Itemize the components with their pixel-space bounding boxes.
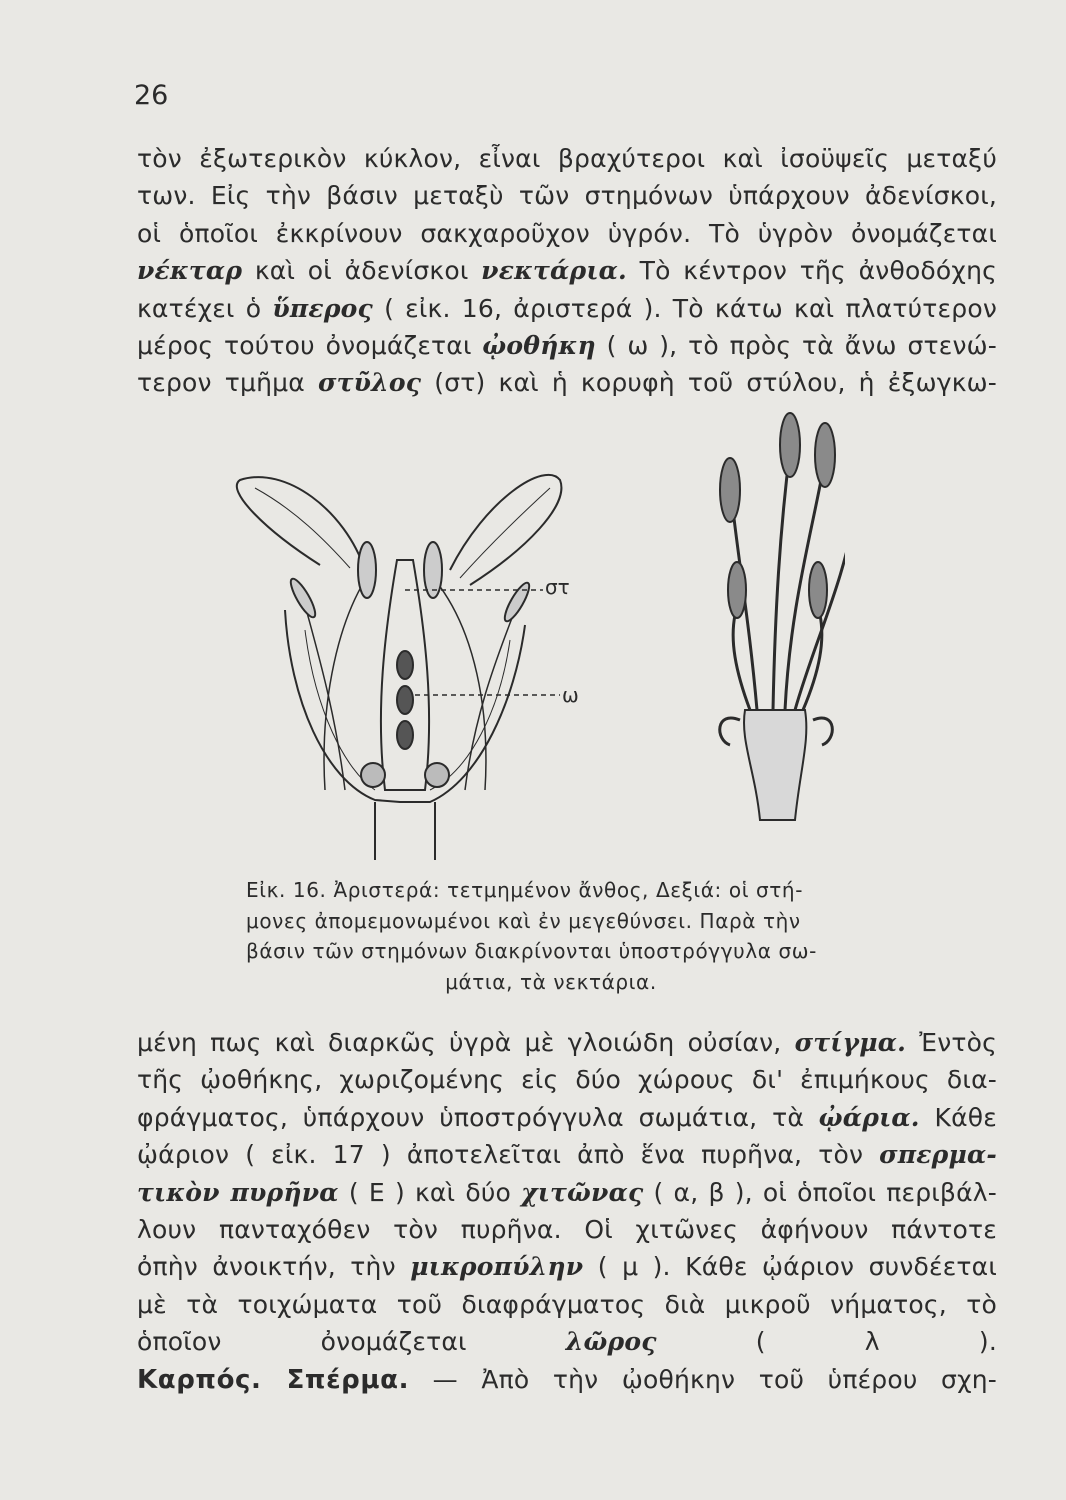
text-run: καὶ οἱ ἀδενίσκοι (242, 256, 482, 286)
label-ovary: ω (562, 683, 579, 707)
bold-term: λῶρος (565, 1327, 657, 1357)
text-run: τερον τμῆμα (137, 368, 318, 398)
text-run: τὸν ἐξωτερικὸν κύκλον, εἶναι βραχύτεροι καὶ ἰσοϋψεῖς μεταξύ (137, 144, 997, 173)
caption-line: μονες ἀπομεμονωμένοι καὶ ἐν μεγεθύνσει. Παρὰ τὴν (246, 908, 801, 933)
text-run: ὀπὴν ἀνοικτήν, τὴν (137, 1252, 411, 1282)
paragraph-bottom (137, 1024, 997, 1399)
text-run: μένη πως καὶ διαρκῶς ὑγρὰ μὲ γλοιώδη οὐσίαν, (137, 1028, 795, 1057)
text-run: Κάθε (919, 1102, 997, 1132)
left-petal (237, 477, 365, 570)
page-number: 26 (134, 80, 169, 111)
stamen-group (744, 710, 806, 820)
text-run: (στ) καὶ ἡ κορυφὴ τοῦ στύλου, ἡ ἐξωγκω- (421, 368, 997, 398)
figure-caption (246, 875, 886, 997)
bold-term: μικροπύλην (410, 1252, 584, 1282)
section-heading: Καρπός. Σπέρμα. (137, 1364, 410, 1395)
text-run: ( λ ). (656, 1327, 997, 1357)
text-line (137, 1061, 997, 1098)
bold-term: στῦλος (317, 368, 422, 398)
text-line (137, 1361, 997, 1399)
text-run: ( ω ), τὸ πρὸς τὰ ἄνω στενώ- (595, 331, 997, 361)
text-line (137, 290, 997, 327)
paragraph-top (137, 140, 997, 402)
text-line (137, 1248, 997, 1285)
bold-term: σπερμα- (879, 1140, 997, 1170)
flower-drawing (225, 410, 845, 870)
text-line (137, 1286, 997, 1323)
caption-line: Εἰκ. 16. Ἀριστερά: τετμημένον ἄνθος, Δεξιά: οἱ στή- (246, 878, 804, 902)
text-line (137, 252, 997, 289)
text-line (137, 1136, 997, 1173)
caption-line: μάτια, τὰ νεκτάρια. (445, 969, 657, 994)
text-line (137, 140, 997, 177)
text-run: ᾠάριον ( εἰκ. 17 ) ἀποτελεῖται ἀπὸ ἕνα πυρῆνα, τὸν (137, 1140, 880, 1170)
text-run: Τὸ κέντρον τῆς ἀνθοδόχης (626, 256, 997, 286)
text-run: τῆς ᾠοθήκης, χωριζομένης εἰς δύο χώρους δι' ἐπιμήκους δια- (137, 1065, 997, 1095)
text-line (137, 1323, 997, 1360)
text-run: των. Εἰς τὴν βάσιν μεταξὺ τῶν στημόνων ὑπάρχουν ἀδενίσκοι, (137, 181, 997, 211)
figure-16-illustration (225, 410, 845, 870)
text-line (137, 1211, 997, 1248)
bold-term: νεκτάρια. (481, 256, 627, 286)
text-run: μὲ τὰ τοιχώματα τοῦ διαφράγματος διὰ μικροῦ νήματος, τὸ (137, 1289, 997, 1319)
text-run: Ἐντὸς (906, 1028, 998, 1057)
bold-term: ᾠοθήκη (482, 331, 596, 361)
text-line (137, 327, 997, 364)
text-line (137, 1099, 997, 1136)
text-run: μέρος τούτου ὀνομάζεται (137, 331, 483, 361)
text-run: ( εἰκ. 16, ἀριστερά ). Τὸ κάτω καὶ πλατύτερον (372, 293, 997, 323)
bold-term: τικὸν πυρῆνα (137, 1177, 339, 1207)
text-line (137, 364, 997, 401)
label-style: στ (545, 575, 570, 599)
text-run: ( α, β ), οἱ ὁποῖοι περιβάλ- (643, 1177, 997, 1207)
text-run: ( Ε ) καὶ δύο (338, 1177, 522, 1207)
text-run: φράγματος, ὑπάρχουν ὑποστρόγγυλα σωμάτια, τὰ (137, 1102, 819, 1132)
text-run: κατέχει ὁ (137, 293, 273, 323)
text-run: λουν πανταχόθεν τὸν πυρῆνα. Οἱ χιτῶνες ἀφήνουν πάντοτε (137, 1215, 997, 1245)
bold-term: ᾠάρια. (818, 1102, 920, 1132)
bold-term: ὕπερος (272, 293, 373, 323)
text-line (137, 1024, 997, 1061)
text-line (137, 1174, 997, 1211)
text-run: ( μ ). Κάθε ᾠάριον συνδέεται (583, 1252, 997, 1282)
text-run: οἱ ὁποῖοι ἐκκρίνουν σακχαροῦχον ὑγρόν. Τὸ ὑγρὸν ὀνομάζεται (137, 218, 997, 248)
text-run: ὁποῖον ὀνομάζεται (137, 1327, 566, 1357)
bold-term: στίγμα. (794, 1028, 907, 1057)
bold-term: νέκταρ (137, 256, 243, 286)
bold-term: χιτῶνας (521, 1177, 644, 1207)
text-line (137, 215, 997, 252)
text-run: — Ἀπὸ τὴν ᾠοθήκην τοῦ ὑπέρου σχη- (409, 1364, 997, 1394)
text-line (137, 177, 997, 214)
caption-line: βάσιν τῶν στημόνων διακρίνονται ὑποστρόγγυλα σω- (246, 939, 817, 963)
